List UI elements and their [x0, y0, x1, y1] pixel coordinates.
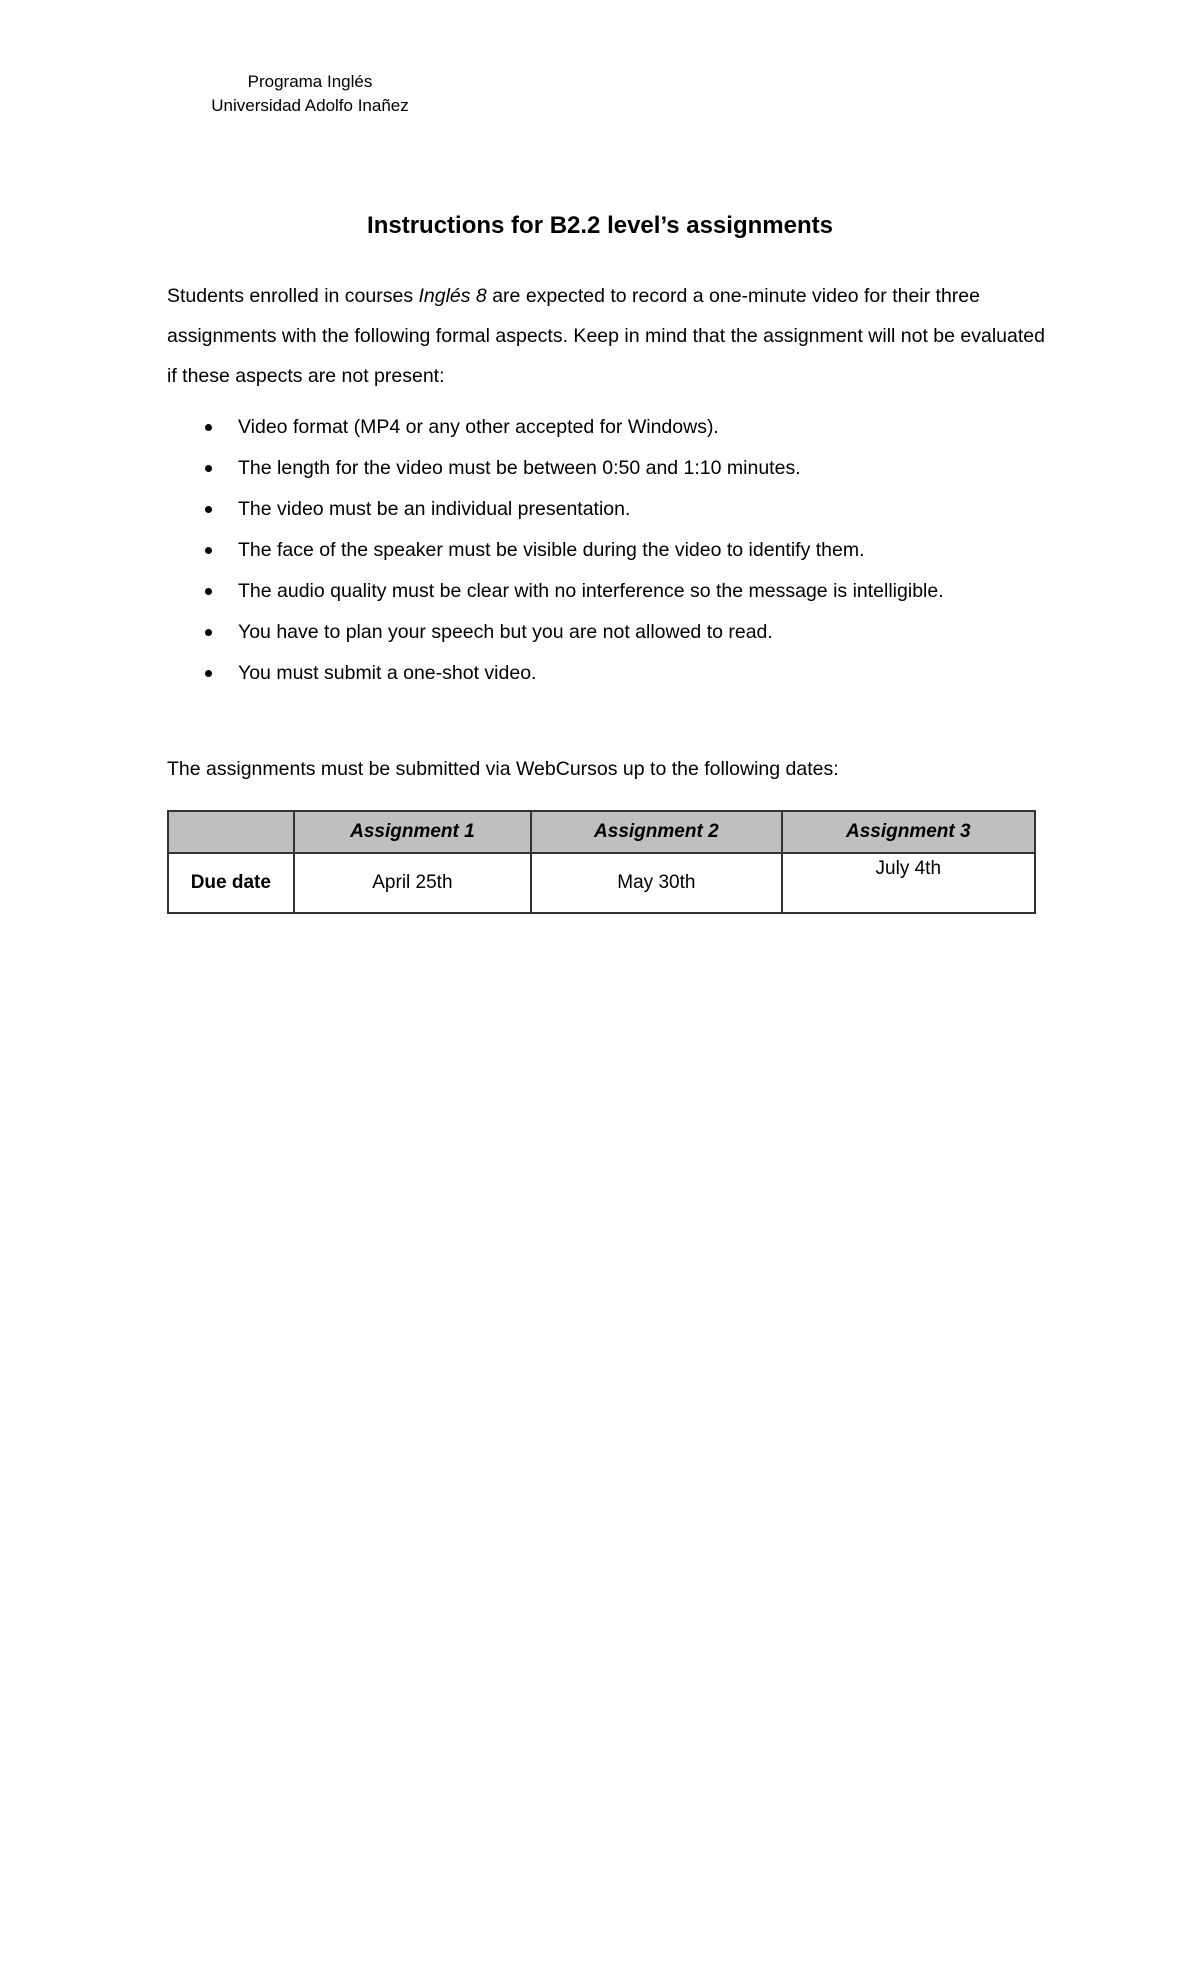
due-date-assignment-2: May 30th [531, 853, 781, 913]
list-item [167, 617, 1047, 658]
table-header-assignment-3: Assignment 3 [782, 811, 1035, 853]
bullet-icon [205, 588, 212, 595]
list-item [167, 494, 1047, 535]
list-item-text: You have to plan your speech but you are not allowed to read. [238, 621, 773, 643]
table-header-assignment-1: Assignment 1 [294, 811, 531, 853]
document-title: Instructions for B2.2 level’s assignments [367, 212, 833, 239]
list-item-text: You must submit a one-shot video. [238, 662, 537, 684]
list-item-text: The audio quality must be clear with no interference so the message is intelligible. [238, 580, 944, 602]
requirements-list [167, 412, 1047, 699]
table-header-assignment-2: Assignment 2 [531, 811, 781, 853]
table-header-row [168, 811, 1035, 853]
due-date-assignment-1: April 25th [294, 853, 531, 913]
list-item-text: The length for the video must be between 0:50 and 1:10 minutes. [238, 457, 801, 479]
list-item [167, 658, 1047, 699]
intro-text-after: are expected to record a one-minute video for their three assignments with the following formal aspects. Keep in mind that the assignment will not be evaluated if these aspects are not present: [167, 285, 1045, 387]
due-dates-table [167, 810, 1036, 914]
list-item-text: The face of the speaker must be visible during the video to identify them. [238, 539, 865, 561]
intro-text-before: Students enrolled in courses [167, 285, 419, 307]
list-item [167, 576, 1047, 617]
bullet-icon [205, 547, 212, 554]
dates-intro-paragraph: The assignments must be submitted via WebCursos up to the following dates: [167, 758, 839, 780]
due-date-assignment-3: July 4th [782, 853, 1035, 913]
list-item-text: The video must be an individual presentation. [238, 498, 631, 520]
table-header-cell-empty [168, 811, 294, 853]
list-item-text: Video format (MP4 or any other accepted for Windows). [238, 416, 719, 438]
course-name: Inglés 8 [418, 285, 487, 307]
list-item [167, 535, 1047, 576]
document-header [205, 70, 415, 118]
list-item [167, 453, 1047, 494]
due-date-label: Due date [168, 853, 294, 913]
intro-paragraph [167, 276, 1047, 396]
bullet-icon [205, 465, 212, 472]
table-row [168, 853, 1035, 913]
bullet-icon [205, 506, 212, 513]
bullet-icon [205, 424, 212, 431]
program-name: Programa Inglés [247, 72, 373, 91]
list-item [167, 412, 1047, 453]
bullet-icon [205, 629, 212, 636]
bullet-icon [205, 670, 212, 677]
university-name: Universidad Adolfo Inañez [211, 96, 409, 115]
